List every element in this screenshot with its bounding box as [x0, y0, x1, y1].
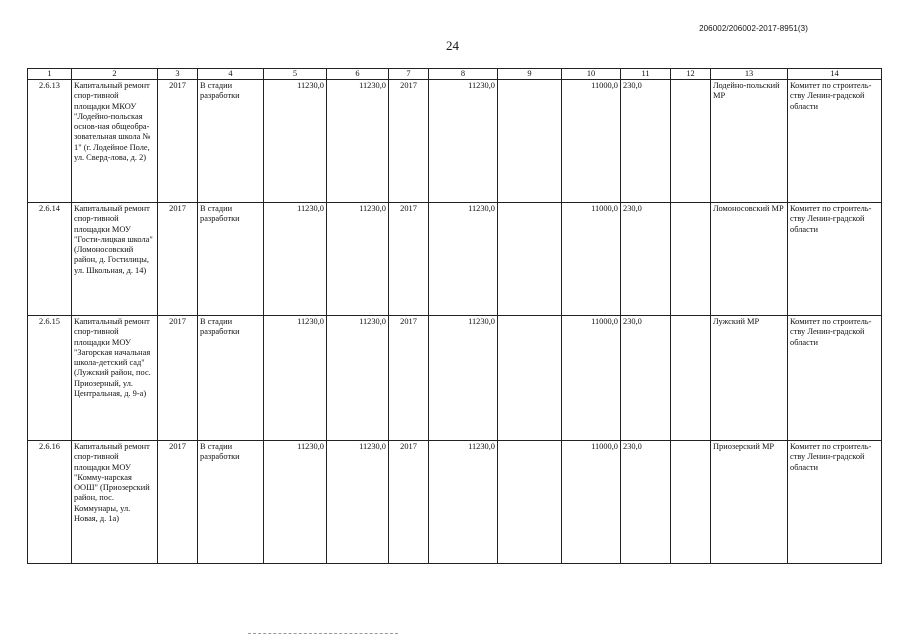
table-row	[28, 316, 882, 441]
row-number: 2.6.13	[28, 80, 72, 203]
status-cell: В стадии разработки	[198, 441, 264, 564]
district-cell: Приозерский МР	[711, 441, 788, 564]
district-cell: Ломоносовский МР	[711, 203, 788, 316]
year-cell: 2017	[389, 441, 429, 564]
works-table	[27, 68, 882, 564]
header-cell: 6	[327, 69, 389, 80]
empty-cell	[671, 441, 711, 564]
header-cell: 4	[198, 69, 264, 80]
amount-cell: 230,0	[621, 80, 671, 203]
object-description: Капитальный ремонт спор-тивной площадки МОУ "Комму-нарская ООШ" (Приозерский район, пос. Коммунары, ул. Новая, д. 1а)	[72, 441, 158, 564]
amount-cell: 11230,0	[327, 316, 389, 441]
status-cell: В стадии разработки	[198, 316, 264, 441]
amount-cell: 11230,0	[327, 80, 389, 203]
empty-cell	[671, 80, 711, 203]
owner-cell: Комитет по строитель-ству Ленин-градской области	[788, 316, 882, 441]
header-cell: 13	[711, 69, 788, 80]
row-number: 2.6.14	[28, 203, 72, 316]
amount-cell: 230,0	[621, 441, 671, 564]
amount-cell: 11230,0	[429, 441, 498, 564]
object-description: Капитальный ремонт спор-тивной площадки МКОУ "Лодейно-польская основ-ная общеобра-зовательная школа № 1" (г. Лодейное Поле, ул. Сверд-лова, д. 2)	[72, 80, 158, 203]
amount-cell: 11230,0	[264, 316, 327, 441]
header-cell: 1	[28, 69, 72, 80]
amount-cell: 11230,0	[264, 441, 327, 564]
amount-cell: 11000,0	[562, 441, 621, 564]
year-cell: 2017	[158, 441, 198, 564]
header-cell: 3	[158, 69, 198, 80]
header-cell: 5	[264, 69, 327, 80]
district-cell: Лодейно-польский МР	[711, 80, 788, 203]
scan-artifact-line	[248, 633, 398, 635]
empty-cell	[498, 80, 562, 203]
header-cell: 8	[429, 69, 498, 80]
amount-cell: 11230,0	[429, 80, 498, 203]
amount-cell: 11230,0	[264, 80, 327, 203]
empty-cell	[498, 316, 562, 441]
header-cell: 10	[562, 69, 621, 80]
empty-cell	[498, 203, 562, 316]
year-cell: 2017	[158, 316, 198, 441]
object-description: Капитальный ремонт спор-тивной площадки МОУ "Гости-лицкая школа" (Ломоносовский район, д. Гостилицы, ул. Школьная, д. 14)	[72, 203, 158, 316]
column-number-row	[28, 69, 882, 80]
row-number: 2.6.16	[28, 441, 72, 564]
amount-cell: 11230,0	[327, 203, 389, 316]
owner-cell: Комитет по строитель-ству Ленин-градской области	[788, 441, 882, 564]
amount-cell: 11000,0	[562, 316, 621, 441]
header-cell: 9	[498, 69, 562, 80]
year-cell: 2017	[158, 80, 198, 203]
header-cell: 2	[72, 69, 158, 80]
document-id: 206002/206002-2017-8951(3)	[699, 24, 808, 33]
amount-cell: 230,0	[621, 203, 671, 316]
header-cell: 11	[621, 69, 671, 80]
page-number: 24	[446, 38, 459, 53]
year-cell: 2017	[389, 316, 429, 441]
table-row	[28, 80, 882, 203]
year-cell: 2017	[389, 80, 429, 203]
empty-cell	[671, 203, 711, 316]
table-row	[28, 203, 882, 316]
amount-cell: 11230,0	[327, 441, 389, 564]
status-cell: В стадии разработки	[198, 80, 264, 203]
amount-cell: 11000,0	[562, 203, 621, 316]
year-cell: 2017	[389, 203, 429, 316]
owner-cell: Комитет по строитель-ству Ленин-градской области	[788, 80, 882, 203]
district-cell: Лужский МР	[711, 316, 788, 441]
amount-cell: 11230,0	[429, 203, 498, 316]
amount-cell: 11230,0	[264, 203, 327, 316]
amount-cell: 230,0	[621, 316, 671, 441]
status-cell: В стадии разработки	[198, 203, 264, 316]
empty-cell	[498, 441, 562, 564]
object-description: Капитальный ремонт спор-тивной площадки МОУ "Загорская начальная школа-детский сад" (Лужский район, пос. Приозерный, ул. Центральная, д. 9-а)	[72, 316, 158, 441]
year-cell: 2017	[158, 203, 198, 316]
amount-cell: 11000,0	[562, 80, 621, 203]
header-cell: 14	[788, 69, 882, 80]
header-cell: 12	[671, 69, 711, 80]
row-number: 2.6.15	[28, 316, 72, 441]
owner-cell: Комитет по строитель-ству Ленин-градской области	[788, 203, 882, 316]
header-cell: 7	[389, 69, 429, 80]
amount-cell: 11230,0	[429, 316, 498, 441]
table-row	[28, 441, 882, 564]
empty-cell	[671, 316, 711, 441]
